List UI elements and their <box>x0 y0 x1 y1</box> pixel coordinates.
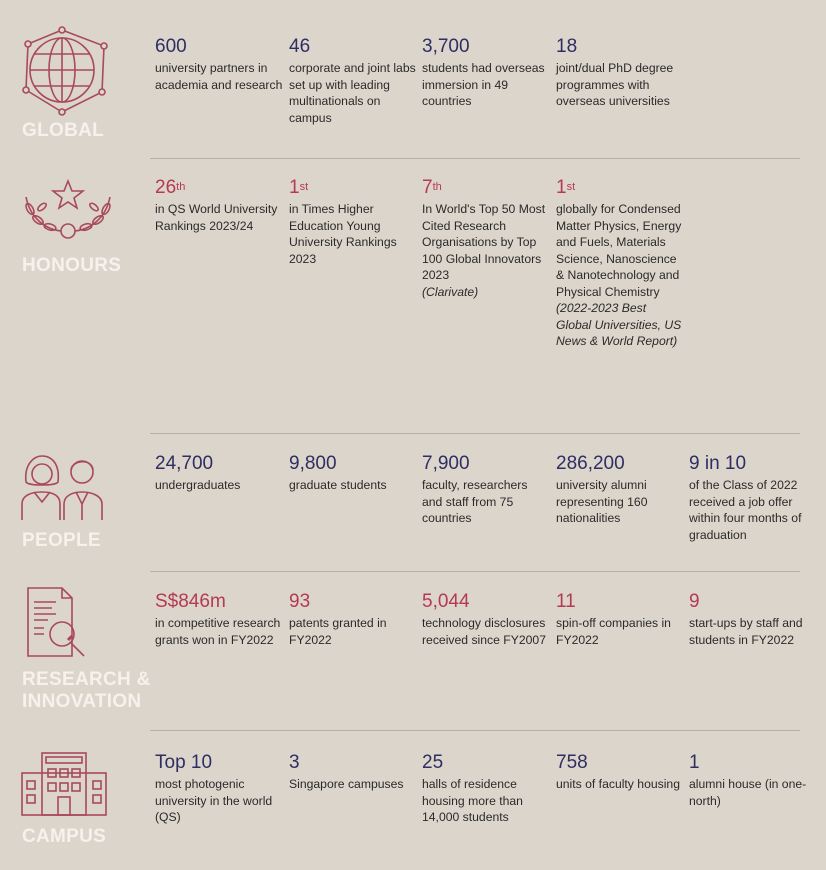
stat-value: 600 <box>155 36 187 57</box>
stat-source-note: (Clarivate) <box>422 284 479 299</box>
stat-description: joint/dual PhD degree programmes with overseas universities <box>556 61 674 108</box>
stat-item <box>556 591 684 648</box>
stat-description: halls of residence housing more than 14,000 students <box>422 777 523 824</box>
stat-item <box>289 453 417 494</box>
stat-description: Singapore campuses <box>289 777 404 791</box>
stat-value: 46 <box>289 36 311 57</box>
stat-item <box>155 36 283 93</box>
stat-description: in competitive research grants won in FY2022 <box>155 616 281 647</box>
stat-value: 7th <box>422 177 442 198</box>
stat-value: 7,900 <box>422 453 470 474</box>
stat-description: in Times Higher Education Young University Rankings 2023 <box>289 202 397 266</box>
stat-item <box>689 752 817 809</box>
stat-item <box>689 591 817 648</box>
stat-description: most photogenic university in the world (QS) <box>155 777 273 824</box>
stat-description: start-ups by staff and students in FY2022 <box>689 616 803 647</box>
stat-item <box>422 752 550 826</box>
stat-item <box>689 453 817 543</box>
section-label: GLOBAL <box>22 120 105 141</box>
people-icon <box>20 452 106 522</box>
stat-description: patents granted in FY2022 <box>289 616 387 647</box>
section-honours <box>0 159 826 433</box>
stat-item <box>155 591 283 648</box>
stat-value: 93 <box>289 591 311 612</box>
section-global <box>0 0 826 158</box>
stat-description: In World's Top 50 Most Cited Research Organisations by Top 100 Global Innovators 2023 (Clarivate) <box>422 201 550 300</box>
stat-value: 3 <box>289 752 300 773</box>
stat-value: 25 <box>422 752 444 773</box>
stat-value: 1st <box>556 177 576 198</box>
stat-description: units of faculty housing <box>556 777 680 791</box>
stat-value: 758 <box>556 752 588 773</box>
stat-description: graduate students <box>289 478 387 492</box>
stat-item <box>289 591 417 648</box>
stat-value: 3,700 <box>422 36 470 57</box>
stat-item <box>155 177 283 234</box>
stat-value: 1 <box>689 752 700 773</box>
stat-description: students had overseas immersion in 49 countries <box>422 61 545 108</box>
stat-item <box>289 36 417 126</box>
stat-description: of the Class of 2022 received a job offer within four months of graduation <box>689 478 802 542</box>
stat-description: university alumni representing 160 nationalities <box>556 478 648 525</box>
laurel-star-icon <box>20 177 120 241</box>
stat-item <box>155 453 283 494</box>
stat-item <box>289 177 417 267</box>
stat-item <box>556 177 684 350</box>
stat-value: 9 <box>689 591 700 612</box>
stat-value: 9 in 10 <box>689 453 747 474</box>
stat-item <box>556 453 684 527</box>
stat-value: 1st <box>289 177 309 198</box>
stat-description: undergraduates <box>155 478 241 492</box>
stat-item <box>556 752 684 793</box>
stat-item <box>422 177 550 300</box>
section-research-innovation <box>0 572 826 730</box>
section-label: HONOURS <box>22 255 122 276</box>
stat-source-note: (2022-2023 Best Global Universities, US News & World Report) <box>556 301 682 348</box>
section-label: CAMPUS <box>22 826 107 847</box>
stat-value: 11 <box>556 591 576 612</box>
stat-value: 286,200 <box>556 453 625 474</box>
section-label: PEOPLE <box>22 530 101 551</box>
stat-item <box>155 752 283 826</box>
stat-value: 26th <box>155 177 186 198</box>
stat-value: S$846m <box>155 591 226 612</box>
stat-item <box>422 591 550 648</box>
section-people <box>0 434 826 571</box>
stat-value: 9,800 <box>289 453 337 474</box>
stat-value: Top 10 <box>155 752 213 773</box>
stat-description: in QS World University Rankings 2023/24 <box>155 202 278 233</box>
stat-item <box>422 36 550 110</box>
stat-value: 24,700 <box>155 453 214 474</box>
stat-item <box>289 752 417 793</box>
stat-description: alumni house (in one-north) <box>689 777 807 808</box>
stat-value: 5,044 <box>422 591 470 612</box>
document-magnifier-icon <box>22 586 92 660</box>
globe-icon <box>20 24 120 116</box>
stat-description: globally for Condensed Matter Physics, Energy and Fuels, Materials Science, Nanoscience & Nanotechnology and Physical Chemistry (2022-2023 Best Global Universities, US News & World Report) <box>556 201 684 350</box>
stat-item <box>556 36 684 110</box>
stat-description: corporate and joint labs set up with leading multinationals on campus <box>289 61 416 125</box>
building-icon <box>20 751 110 817</box>
section-campus <box>0 731 826 870</box>
stat-value: 18 <box>556 36 578 57</box>
stat-description: faculty, researchers and staff from 75 countries <box>422 478 528 525</box>
stat-description: spin-off companies in FY2022 <box>556 616 671 647</box>
section-label: RESEARCH & INNOVATION <box>22 669 151 712</box>
stat-item <box>422 453 550 527</box>
stat-description: technology disclosures received since FY2007 <box>422 616 546 647</box>
stat-description: university partners in academia and research <box>155 61 283 92</box>
